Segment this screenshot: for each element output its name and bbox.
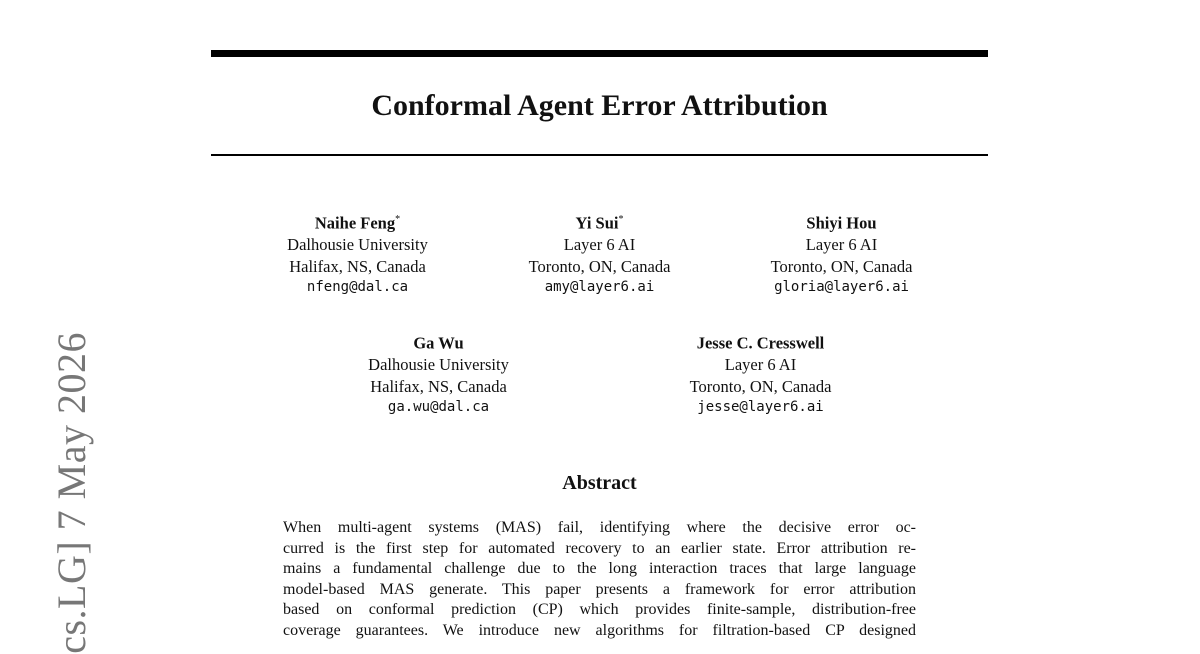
author-location: Toronto, ON, Canada bbox=[770, 256, 913, 276]
abstract-line: curred is the first step for automated recovery to an earlier state. Error attribution re- bbox=[283, 539, 916, 557]
author-block bbox=[331, 329, 546, 419]
author-email[interactable]: jesse@layer6.ai bbox=[697, 399, 824, 415]
author-name: Jesse C. Cresswell bbox=[696, 333, 825, 353]
bottom-rule bbox=[211, 154, 988, 156]
author-block bbox=[250, 209, 465, 299]
author-email[interactable]: nfeng@dal.ca bbox=[306, 279, 409, 295]
side-stamp: cs.LG] 7 May 2026 bbox=[49, 332, 94, 654]
abstract-line: mains a fundamental challenge due to the long interaction traces that large language bbox=[283, 560, 916, 577]
author-location: Halifax, NS, Canada bbox=[370, 376, 507, 396]
author-email[interactable]: ga.wu@dal.ca bbox=[387, 399, 490, 415]
author-affiliation: Dalhousie University bbox=[368, 355, 509, 374]
author-affiliation: Layer 6 AI bbox=[805, 235, 878, 254]
author-affiliation: Dalhousie University bbox=[287, 235, 428, 254]
author-name: Naihe Feng* bbox=[314, 213, 401, 233]
author-location: Toronto, ON, Canada bbox=[528, 256, 671, 276]
author-affiliation: Layer 6 AI bbox=[563, 235, 636, 254]
abstract-line: based on conformal prediction (CP) which provides finite-sample, distribution-free bbox=[283, 601, 916, 618]
author-name: Ga Wu bbox=[413, 333, 464, 353]
author-block bbox=[734, 209, 949, 299]
author-name: Yi Sui* bbox=[575, 213, 624, 233]
abstract-line: When multi-agent systems (MAS) fail, identifying where the decisive error oc- bbox=[283, 519, 916, 536]
author-block bbox=[492, 209, 707, 299]
author-affiliation: Layer 6 AI bbox=[724, 355, 797, 374]
abstract-body bbox=[283, 518, 916, 641]
abstract-heading: Abstract bbox=[562, 472, 637, 494]
paper-title: Conformal Agent Error Attribution bbox=[371, 89, 828, 122]
author-email[interactable]: gloria@layer6.ai bbox=[774, 279, 909, 295]
abstract-line: model-based MAS generate. This paper presents a framework for error attribution bbox=[283, 580, 916, 598]
author-block bbox=[653, 329, 868, 419]
author-location: Halifax, NS, Canada bbox=[289, 256, 426, 276]
author-location: Toronto, ON, Canada bbox=[689, 376, 832, 396]
top-rule bbox=[211, 50, 988, 57]
abstract-line: coverage guarantees. We introduce new algorithms for filtration-based CP designed bbox=[283, 621, 916, 639]
author-email[interactable]: amy@layer6.ai bbox=[544, 279, 655, 295]
author-name: Shiyi Hou bbox=[806, 213, 877, 233]
